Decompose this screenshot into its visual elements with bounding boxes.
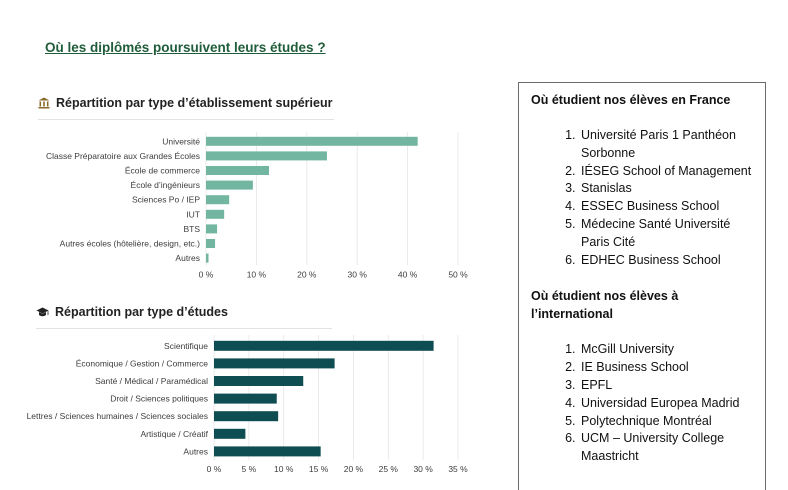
x-tick-label: 35 %	[448, 464, 468, 475]
list-item: 3. EPFL	[579, 377, 755, 395]
x-tick-label: 50 %	[448, 269, 468, 280]
x-tick-label: 15 %	[308, 464, 329, 475]
x-tick-label: 0 %	[206, 464, 222, 475]
x-tick-label: 0 %	[198, 269, 214, 280]
bar	[214, 394, 277, 404]
category-label: École de commerce	[124, 165, 200, 176]
bar	[214, 446, 321, 456]
list-item: 2. IE Business School	[579, 359, 755, 377]
chart2-title: Répartition par type d’études	[55, 305, 228, 319]
bar	[206, 224, 217, 233]
bar	[206, 181, 253, 190]
x-tick-label: 30 %	[347, 269, 367, 280]
bar	[214, 376, 303, 386]
list-item: 6. EDHEC Business School	[579, 252, 755, 270]
chart1-heading-rule	[38, 119, 334, 120]
list-item: 4. Universidad Europea Madrid	[579, 395, 755, 413]
category-label: Classe Préparatoire aux Grandes Écoles	[45, 150, 200, 161]
bar	[206, 210, 224, 219]
bar	[214, 411, 278, 421]
category-label: Santé / Médical / Paramédical	[95, 376, 208, 386]
list-item: 2. IÉSEG School of Management	[579, 163, 755, 181]
x-tick-label: 10 %	[274, 464, 294, 475]
category-label: Sciences Po / IEP	[131, 194, 200, 205]
category-label: Autres	[175, 253, 200, 264]
list-item: 1. Université Paris 1 Panthéon Sorbonne	[579, 127, 755, 163]
bar	[206, 166, 269, 175]
graduation-cap-icon	[36, 307, 49, 318]
category-label: Université	[162, 136, 200, 147]
list-item: 1. McGill University	[579, 341, 755, 359]
x-tick-label: 20 %	[297, 269, 317, 280]
france-list	[531, 127, 755, 269]
category-label: Autres	[183, 446, 208, 457]
category-label: BTS	[183, 223, 200, 234]
category-label: Droit / Sciences politiques	[110, 393, 208, 404]
bar	[206, 254, 209, 263]
list-item: 6. UCM – University College Maastricht	[579, 430, 755, 466]
category-label: IUT	[186, 209, 200, 220]
chart2-heading-rule	[36, 328, 332, 329]
category-label: Artistique / Créatif	[140, 428, 208, 439]
category-label: École d’ingénieurs	[130, 180, 200, 191]
destinations-box	[518, 82, 766, 490]
bar	[214, 358, 335, 368]
bar	[214, 341, 434, 351]
chart1-title: Répartition par type d’établissement supérieur	[56, 96, 333, 110]
x-tick-label: 5 %	[241, 464, 257, 475]
chart-etudes	[0, 334, 480, 474]
international-list	[531, 341, 755, 466]
list-item: 4. ESSEC Business School	[579, 198, 755, 216]
chart1-heading	[38, 96, 332, 110]
chart-etablissement	[0, 128, 480, 278]
list-item: 5. Polytechnique Montréal	[579, 413, 755, 431]
chart2-heading	[36, 305, 228, 319]
bar	[206, 239, 215, 248]
x-tick-label: 20 %	[343, 464, 364, 475]
france-heading: Où étudient nos élèves en France	[531, 93, 731, 107]
x-tick-label: 10 %	[246, 269, 267, 280]
x-tick-label: 25 %	[378, 464, 398, 475]
category-label: Scientifique	[164, 340, 208, 351]
bar	[206, 151, 327, 160]
category-label: Économique / Gestion / Commerce	[75, 358, 208, 369]
x-tick-label: 40 %	[397, 269, 418, 280]
international-heading: Où étudient nos élèves à l’international	[531, 289, 679, 322]
bar	[214, 429, 245, 439]
category-label: Autres écoles (hôtelière, design, etc.)	[59, 238, 200, 249]
page-title: Où les diplômés poursuivent leurs études ?	[45, 40, 326, 55]
list-item: 3. Stanislas	[579, 180, 755, 198]
category-label: Lettres / Sciences humaines / Sciences sociales	[26, 411, 208, 422]
bar	[206, 195, 229, 204]
list-item: 5. Médecine Santé Université Paris Cité	[579, 216, 755, 252]
bar	[206, 137, 418, 146]
x-tick-label: 30 %	[413, 464, 433, 475]
institution-icon	[38, 97, 50, 109]
